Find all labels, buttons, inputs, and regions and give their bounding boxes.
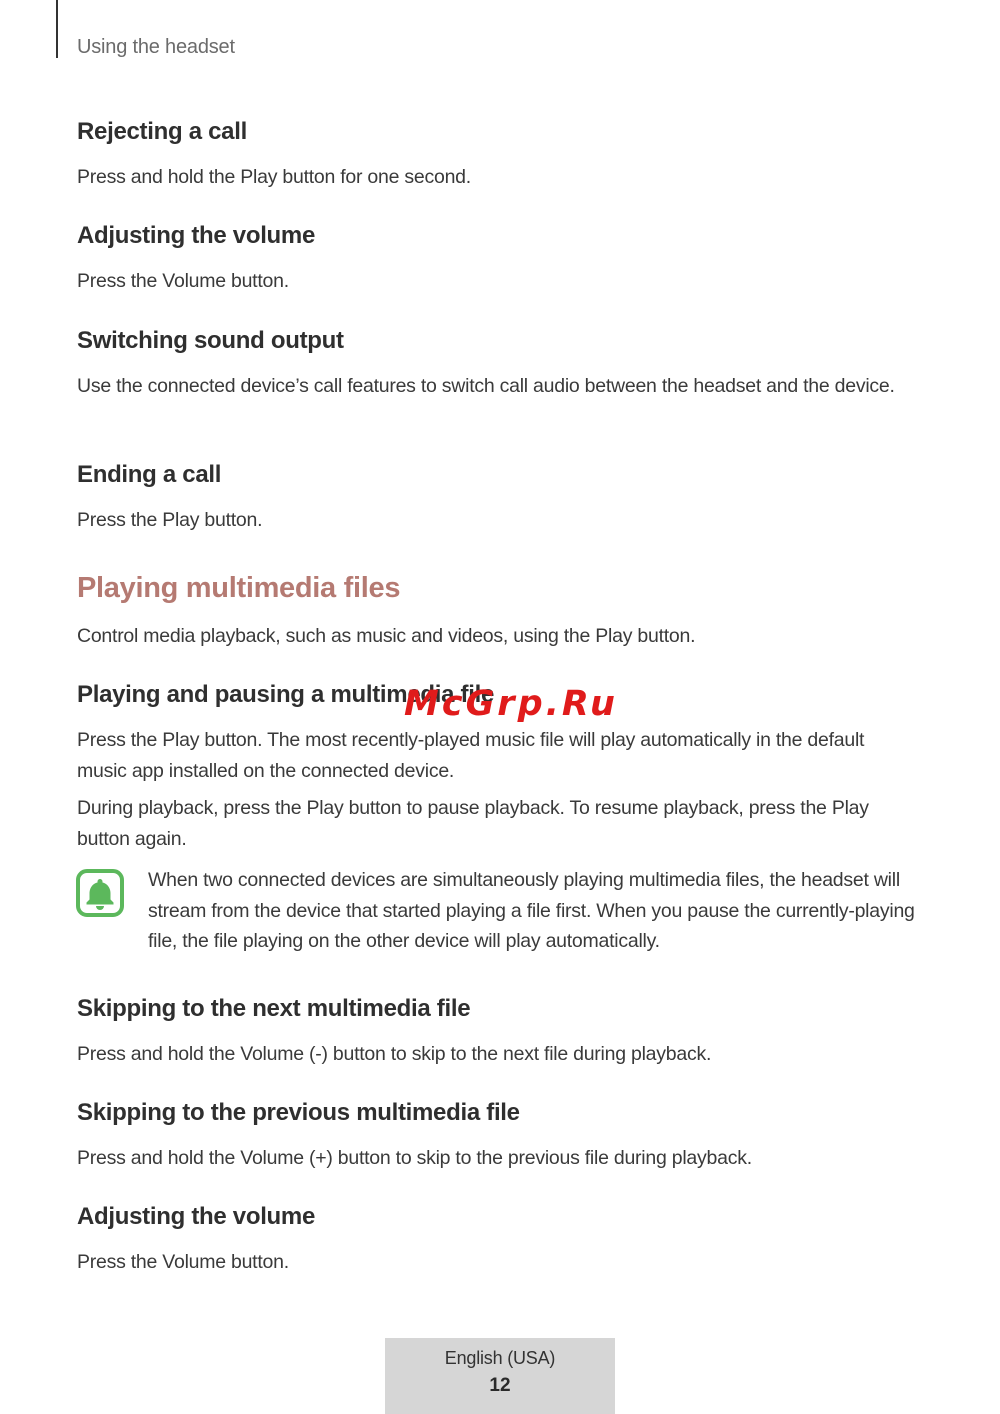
section-title-multimedia: Playing multimedia files <box>77 572 401 604</box>
note-text: When two connected devices are simultaneously playing multimedia files, the headset will stream from the device that started playing a file first. When you pause the currently-playing file, the file playing on the other device will play automatically. <box>148 869 915 952</box>
body-adjusting-volume-media: Press the Volume button. <box>77 1251 289 1273</box>
body-adjusting-volume-call: Press the Volume button. <box>77 270 289 292</box>
page-header-title: Using the headset <box>77 36 235 58</box>
header-rule <box>56 0 58 58</box>
body-switching-sound-output: Use the connected device’s call features to switch call audio between the headset and the device. <box>77 375 895 397</box>
heading-rejecting-call: Rejecting a call <box>77 118 247 145</box>
multimedia-intro: Control media playback, such as music and videos, using the Play button. <box>77 625 696 647</box>
body-play-pause-1: Press the Play button. The most recently-played music file will play automatically in the default music app installed on the connected device. <box>77 729 865 782</box>
body-play-pause-2: During playback, press the Play button to pause playback. To resume playback, press the Play button again. <box>77 797 869 850</box>
body-ending-call: Press the Play button. <box>77 509 263 531</box>
heading-play-pause: Playing and pausing a multimedia file <box>77 681 494 708</box>
body-rejecting-call: Press and hold the Play button for one second. <box>77 166 471 188</box>
bell-icon <box>76 869 124 917</box>
heading-skip-next: Skipping to the next multimedia file <box>77 995 471 1022</box>
heading-ending-call: Ending a call <box>77 461 222 488</box>
watermark: McGrp.Ru <box>404 684 618 724</box>
heading-adjusting-volume-media: Adjusting the volume <box>77 1203 316 1230</box>
page-number: 12 <box>489 1375 511 1396</box>
body-skip-next: Press and hold the Volume (-) button to skip to the next file during playback. <box>77 1043 712 1065</box>
body-skip-previous: Press and hold the Volume (+) button to skip to the previous file during playback. <box>77 1147 752 1169</box>
heading-adjusting-volume-call: Adjusting the volume <box>77 222 316 249</box>
page-footer <box>385 1338 615 1414</box>
footer-language: English (USA) <box>444 1348 556 1368</box>
heading-skip-previous: Skipping to the previous multimedia file <box>77 1099 520 1126</box>
heading-switching-sound-output: Switching sound output <box>77 327 344 354</box>
